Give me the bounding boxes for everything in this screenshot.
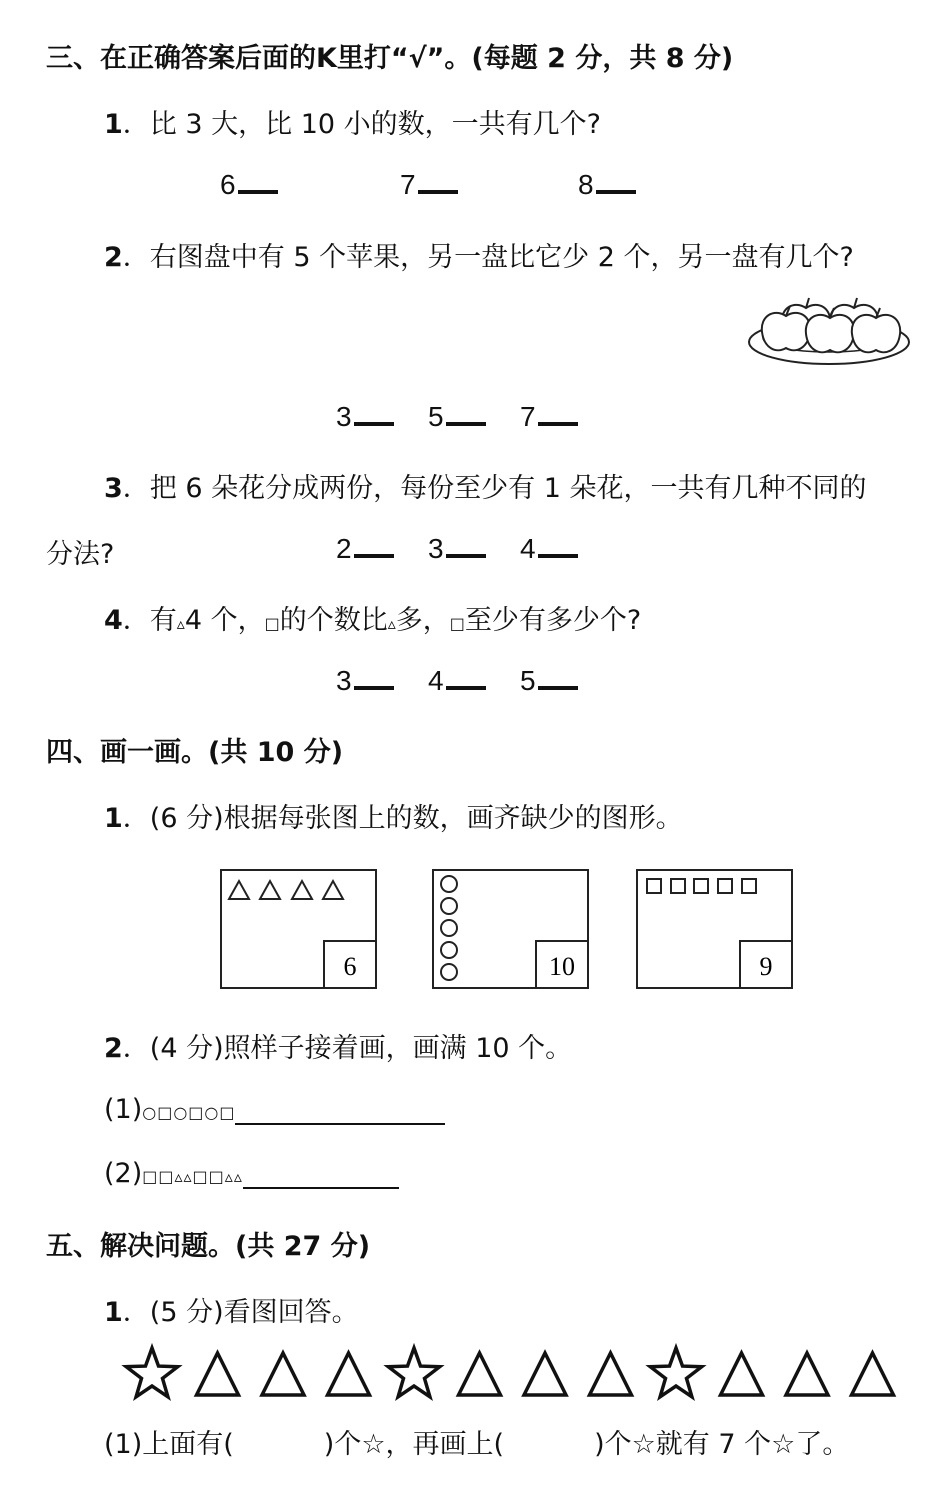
answer-blank[interactable] <box>446 532 486 558</box>
box-number: 6 <box>343 952 357 981</box>
question-5-1-sub1 <box>104 1422 849 1461</box>
box-number: 10 <box>549 952 575 981</box>
drawing-box-triangles[interactable] <box>220 869 378 991</box>
answer-option[interactable] <box>336 532 394 565</box>
pattern-shapes: □□▵▵□□▵▵ <box>142 1167 243 1186</box>
answer-blank[interactable] <box>446 664 486 690</box>
option-value: 8 <box>578 169 594 200</box>
option-value: 3 <box>336 665 352 696</box>
pattern-label: (2) <box>104 1158 143 1189</box>
star-icon <box>388 1348 439 1397</box>
answer-option[interactable] <box>520 664 578 697</box>
small-triangle-icon: ▵ <box>387 614 396 633</box>
answer-option[interactable] <box>220 168 278 201</box>
question-text: 至少有多少个? <box>464 605 642 636</box>
box-number: 9 <box>759 952 773 981</box>
triangle-icon <box>590 1353 632 1395</box>
triangle-icon <box>721 1353 763 1395</box>
question-text: ．把 6 朵花分成两份，每份至少有 1 朵花，一共有几种不同的 <box>122 473 867 504</box>
option-value: 3 <box>428 533 444 564</box>
answer-option[interactable] <box>520 400 578 433</box>
triangle-icon <box>197 1353 239 1395</box>
small-square-icon: □ <box>264 614 280 633</box>
option-value: 6 <box>220 169 236 200</box>
pattern-shapes: ○□○□○□ <box>142 1103 236 1122</box>
pattern-label: (1) <box>104 1094 143 1125</box>
question-text-continued: 分法? <box>46 539 115 570</box>
question-text: ．比 3 大，比 10 小的数，一共有几个? <box>122 109 601 140</box>
section-4-title: 四、画一画。(共 10 分) <box>46 737 344 768</box>
option-value: 7 <box>400 169 416 200</box>
question-number: 1 <box>104 803 123 834</box>
answer-blank[interactable] <box>538 532 578 558</box>
option-value: 7 <box>520 401 536 432</box>
answer-option[interactable] <box>578 168 636 201</box>
question-3-3 <box>104 466 866 505</box>
question-text: ．(4 分)照样子接着画，画满 10 个。 <box>122 1033 573 1064</box>
answer-blank[interactable] <box>596 168 636 194</box>
triangle-icon <box>852 1353 894 1395</box>
answer-option[interactable] <box>520 532 578 565</box>
sub-question-text: )个☆就有 7 个☆了。 <box>594 1429 850 1460</box>
question-number: 3 <box>104 473 123 504</box>
answer-blank[interactable] <box>538 400 578 426</box>
answer-blank[interactable] <box>538 664 578 690</box>
question-number: 1 <box>104 1297 123 1328</box>
answer-option[interactable] <box>428 532 486 565</box>
pattern-answer-line[interactable] <box>235 1097 445 1125</box>
shape-row <box>120 1340 910 1404</box>
section-3-title: 三、在正确答案后面的Κ里打“√”。(每题 2 分，共 8 分) <box>46 43 734 74</box>
answer-blank[interactable] <box>418 168 458 194</box>
triangle-icon <box>786 1353 828 1395</box>
triangle-icon <box>328 1353 370 1395</box>
question-3-1 <box>104 102 601 141</box>
answer-blank[interactable] <box>354 664 394 690</box>
pattern-answer-line[interactable] <box>243 1161 399 1189</box>
question-number: 2 <box>104 242 123 273</box>
pattern-line-2 <box>104 1158 399 1189</box>
option-value: 5 <box>520 665 536 696</box>
sub-question-text: (1)上面有( <box>104 1429 234 1460</box>
star-icon <box>650 1348 701 1397</box>
question-text: ．(5 分)看图回答。 <box>122 1297 359 1328</box>
option-value: 4 <box>520 533 536 564</box>
drawing-box-squares[interactable] <box>636 869 794 991</box>
question-text: 多， <box>395 605 450 636</box>
section-5-title: 五、解决问题。(共 27 分) <box>46 1231 371 1262</box>
drawing-box-circles[interactable] <box>432 869 590 991</box>
triangle-icon <box>262 1353 304 1395</box>
question-text: 4 个， <box>184 605 265 636</box>
apple-plate-illustration <box>746 286 912 378</box>
question-3-4 <box>104 598 641 637</box>
answer-blank[interactable] <box>234 1435 324 1461</box>
option-value: 3 <box>336 401 352 432</box>
answer-option[interactable] <box>400 168 458 201</box>
question-3-2 <box>104 235 854 274</box>
question-text: ．右图盘中有 5 个苹果，另一盘比它少 2 个，另一盘有几个? <box>122 242 854 273</box>
sub-question-text: )个☆，再画上( <box>323 1429 505 1460</box>
option-value: 4 <box>428 665 444 696</box>
question-number: 2 <box>104 1033 123 1064</box>
answer-blank[interactable] <box>354 532 394 558</box>
question-number: 1 <box>104 109 123 140</box>
option-value: 2 <box>336 533 352 564</box>
star-icon <box>126 1348 177 1397</box>
answer-option[interactable] <box>428 664 486 697</box>
answer-blank[interactable] <box>238 168 278 194</box>
answer-option[interactable] <box>428 400 486 433</box>
triangle-icon <box>524 1353 566 1395</box>
answer-blank[interactable] <box>354 400 394 426</box>
question-5-1 <box>104 1290 359 1329</box>
option-value: 5 <box>428 401 444 432</box>
answer-option[interactable] <box>336 664 394 697</box>
pattern-line-1 <box>104 1094 445 1125</box>
question-text: ．有 <box>122 605 177 636</box>
question-text: ．(6 分)根据每张图上的数，画齐缺少的图形。 <box>122 803 683 834</box>
answer-blank[interactable] <box>446 400 486 426</box>
small-triangle-icon: ▵ <box>176 614 185 633</box>
answer-blank[interactable] <box>504 1435 594 1461</box>
question-number: 4 <box>104 605 123 636</box>
answer-option[interactable] <box>336 400 394 433</box>
small-square-icon: □ <box>449 614 465 633</box>
question-4-2 <box>104 1026 572 1065</box>
question-4-1 <box>104 796 683 835</box>
triangle-icon <box>459 1353 501 1395</box>
question-text: 的个数比 <box>279 605 388 636</box>
